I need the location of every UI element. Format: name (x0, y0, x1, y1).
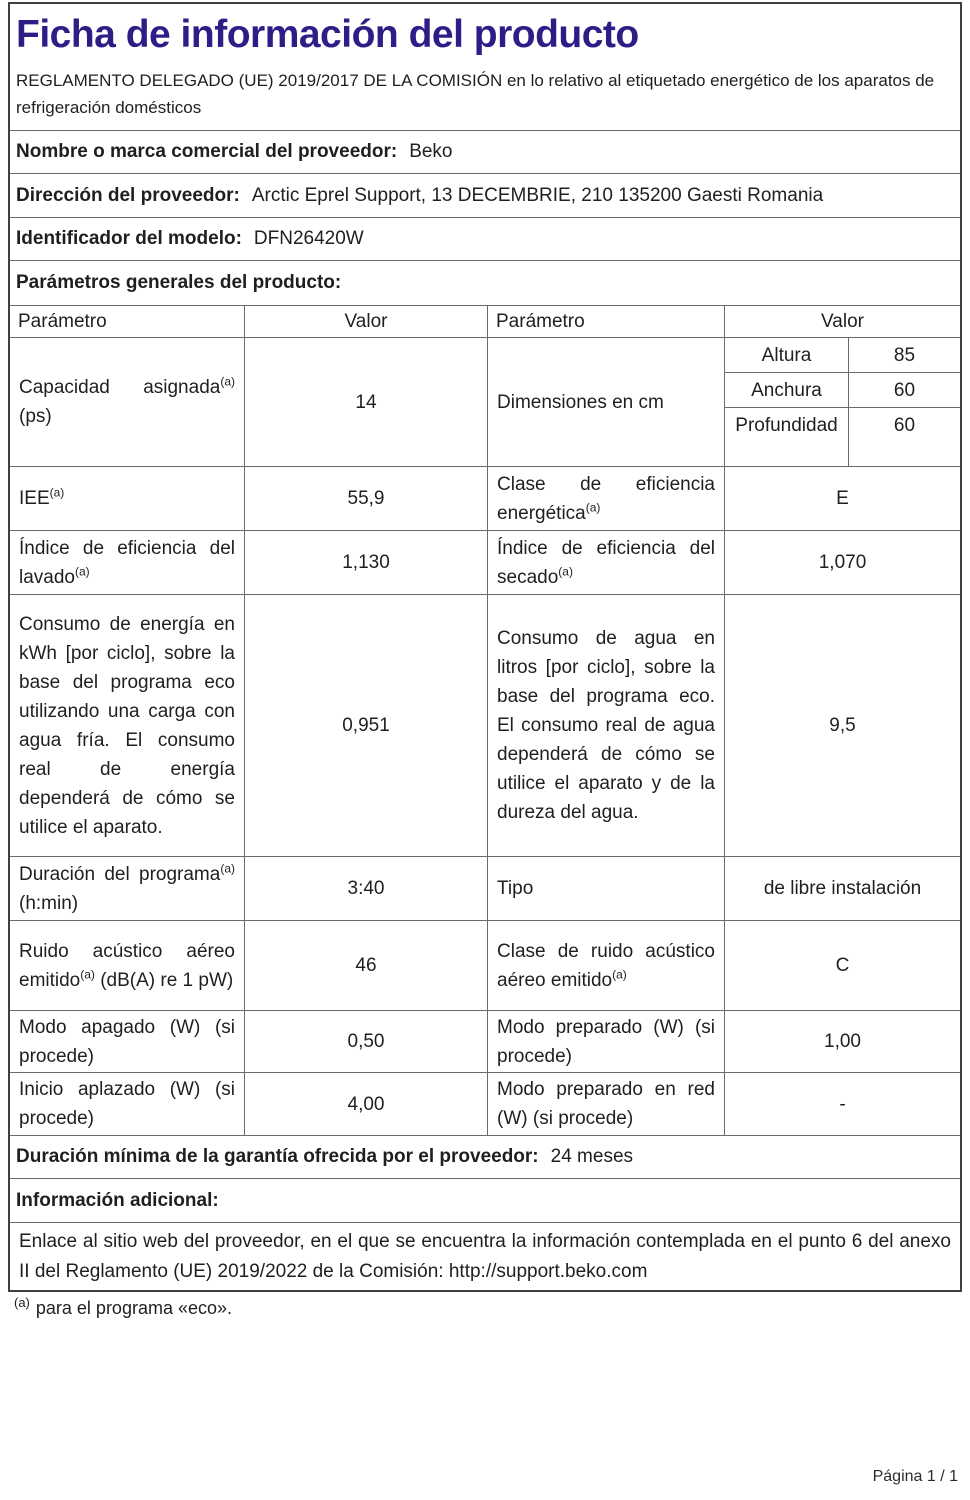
supplier-address-value: Arctic Eprel Support, 13 DECEMBRIE, 210 135200 Gaesti Romania (251, 184, 824, 206)
footnote-marker: (a) (220, 861, 235, 876)
supplier-address-label: Dirección del proveedor: (16, 184, 240, 206)
footnote-marker: (a) (612, 967, 627, 982)
table-row-eei-class (10, 466, 960, 530)
param-value-cell: 9,5 (724, 595, 960, 856)
param-label-cell: Consumo de agua en litros [por ciclo], sobre la base del programa eco. El consumo real de agua dependerá de cómo se utilice el aparato y de la dureza del agua. (487, 595, 724, 856)
supplier-name-label: Nombre o marca comercial del proveedor: (16, 141, 398, 162)
param-label-cell: Índice de eficiencia del lavado$^{(a)}$ (19, 537, 235, 588)
param-value-cell: 46 (244, 921, 487, 1010)
dimension-label: Profundidad (725, 408, 849, 466)
table-row-delayed-start-network (10, 1072, 960, 1135)
dimension-label: Anchura (725, 373, 849, 407)
param-label-cell: Inicio aplazado (W) (si procede) (19, 1079, 235, 1129)
param-value-cell: 55,9 (244, 467, 487, 530)
page-number: Página 1 / 1 (872, 1468, 958, 1485)
warranty-row (10, 1135, 960, 1178)
header-valor-1: Valor (244, 306, 487, 337)
param-value-cell: 1,070 (724, 531, 960, 594)
param-value-cell: E (724, 467, 960, 530)
supplier-website-link[interactable]: http://support.beko.com (448, 1260, 648, 1282)
param-value-cell: - (724, 1073, 960, 1135)
param-label-cell: Modo preparado en red (W) (si procede) (487, 1073, 724, 1135)
param-value-cell: 1,130 (244, 531, 487, 594)
footnote-marker: (a) (75, 564, 90, 579)
param-label-cell: Modo preparado (W) (si procede) (487, 1011, 724, 1072)
param-value-cell: 3:40 (244, 857, 487, 920)
title-block (10, 4, 960, 130)
model-identifier-label: Identificador del modelo: (16, 228, 242, 249)
dimension-value: 85 (893, 344, 916, 366)
param-value-cell: 0,50 (244, 1011, 487, 1072)
supplier-address-row (10, 173, 960, 217)
param-label-cell: Índice de eficiencia del secado$^{(a)}$ (487, 531, 724, 594)
table-row-wash-dry-index (10, 530, 960, 594)
page-title: Ficha de información del producto (16, 13, 639, 56)
dimension-value: 60 (893, 415, 916, 436)
param-value-cell: de libre instalación (724, 857, 960, 920)
table-row-capacity-dimensions (10, 337, 960, 466)
additional-info-label: Información adicional: (16, 1189, 219, 1211)
warranty-label: Duración mínima de la garantía ofrecida por el proveedor: (16, 1146, 539, 1167)
param-value-cell: 14 (244, 338, 487, 466)
table-row-duration-type (10, 856, 960, 920)
param-label-cell: Tipo (487, 857, 724, 920)
header-parametro-2: Parámetro (487, 306, 724, 337)
param-label-cell: Dimensiones en cm (487, 338, 724, 466)
footnote-marker: (a) (80, 967, 95, 982)
dimension-row-width (725, 372, 960, 407)
param-label-cell: Ruido acústico aéreo emitido$^{(a)}$ (dB(A) re 1 pW) (19, 940, 235, 991)
product-fiche-document (8, 2, 962, 1292)
table-row-off-standby-mode (10, 1010, 960, 1072)
table-header-row (10, 305, 960, 337)
dimension-value: 60 (893, 379, 916, 401)
param-label-cell: Duración del programa$^{(a)}$ (h:min) (19, 861, 235, 914)
header-parametro-1: Parámetro (18, 310, 107, 332)
dimension-row-depth (725, 407, 960, 466)
param-label-cell: Modo apagado (W) (si procede) (19, 1016, 235, 1067)
supplier-name-row (10, 130, 960, 173)
footnote-marker: (a) (14, 1295, 30, 1310)
supplier-website-text: Enlace al sitio web del proveedor, en el que se encuentra la información contemplada en el punto 6 del anexo II del Reglamento (UE) 2019/2022 de la Comisión: (19, 1230, 951, 1282)
param-label-cell: Clase de ruido acústico aéreo emitido$^{(a)}$ (487, 921, 724, 1010)
dimension-label: Altura (725, 338, 849, 372)
param-value-cell: 1,00 (724, 1011, 960, 1072)
model-identifier-row (10, 217, 960, 260)
param-value-cell: 4,00 (244, 1073, 487, 1135)
additional-info-row (10, 1178, 960, 1222)
table-row-energy-water-consumption (10, 594, 960, 856)
footnote-marker: (a) (558, 564, 573, 579)
footnote-marker: (a) (585, 500, 601, 515)
footnote-marker: (a) (49, 485, 65, 500)
general-params-row (10, 260, 960, 305)
param-value-cell: 0,951 (244, 595, 487, 856)
param-label-cell: IEE$^{(a)}$ (19, 485, 65, 509)
eco-footnote (14, 1295, 233, 1319)
param-label-cell: Capacidad asignada$^{(a)}$ (ps) (19, 374, 235, 427)
dimension-row-height (725, 338, 960, 372)
footnote-text: para el programa «eco». (35, 1298, 233, 1318)
warranty-value: 24 meses (550, 1146, 634, 1167)
model-identifier-value: DFN26420W (253, 228, 364, 249)
footnote-marker: (a) (220, 374, 235, 389)
supplier-website-row (10, 1222, 960, 1290)
general-params-label: Parámetros generales del producto: (16, 272, 342, 293)
param-value-cell: C (724, 921, 960, 1010)
header-valor-2: Valor (724, 306, 960, 337)
dimensions-subtable (724, 338, 960, 466)
table-row-noise (10, 920, 960, 1010)
regulation-subtitle: REGLAMENTO DELEGADO (UE) 2019/2017 DE LA COMISIÓN en lo relativo al etiquetado energético de los aparatos de refrigeración domésticos (16, 71, 935, 117)
param-label-cell: Clase de eficiencia energética$^{(a)}$ (487, 467, 724, 530)
param-label-cell: Consumo de energía en kWh [por ciclo], sobre la base del programa eco utilizando una carga con agua fría. El consumo real de energía dependerá de cómo se utilice el aparato. (19, 613, 235, 838)
supplier-name-value: Beko (409, 141, 453, 162)
